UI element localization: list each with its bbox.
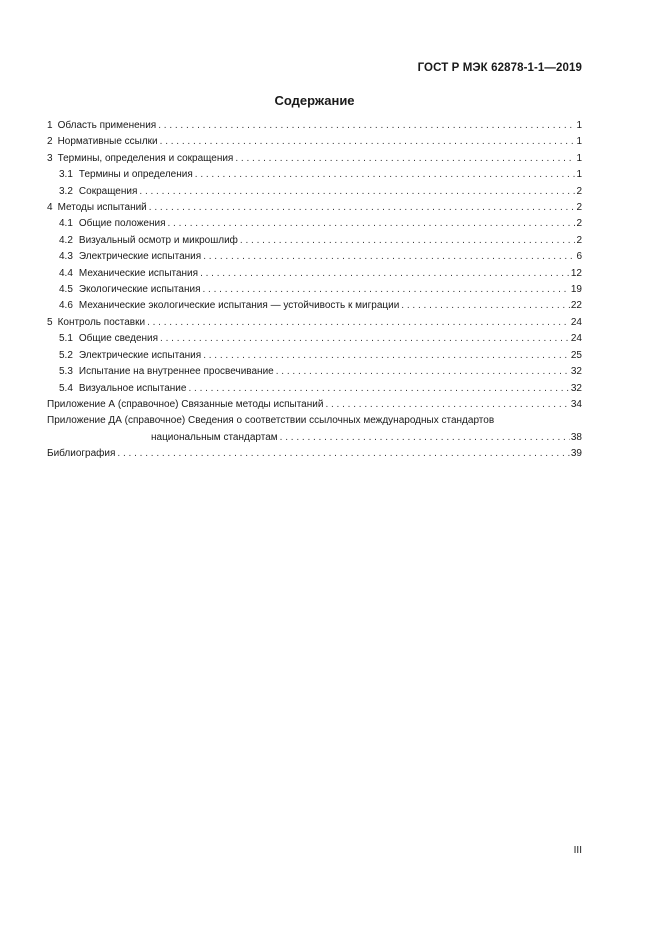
toc-entry-page: 2 [576, 218, 582, 230]
toc-entry[interactable] [47, 233, 582, 249]
dot-leader [195, 167, 576, 183]
toc-entry-number: 4.4 [59, 267, 73, 279]
toc-entry-title: Визуальный осмотр и микрошлиф [78, 234, 238, 246]
page-number: III [573, 845, 582, 856]
toc-entry-number: 1 [47, 120, 53, 131]
toc-entry-page: 34 [570, 398, 582, 410]
dot-leader [160, 134, 576, 150]
toc-entry-title: Методы испытаний [57, 202, 147, 214]
toc-entry[interactable] [47, 282, 582, 298]
toc-entry[interactable] [47, 200, 582, 216]
toc-entry-page: 2 [576, 234, 582, 246]
toc-entry-number: 5.1 [59, 333, 73, 345]
toc-entry-number: 4 [47, 202, 53, 214]
dot-leader [160, 331, 570, 347]
toc-entry-title: Сокращения [78, 185, 138, 197]
toc-entry-title: Электрические испытания [78, 349, 202, 361]
toc-entry[interactable] [47, 134, 582, 150]
toc-entry[interactable] [47, 331, 582, 347]
dot-leader [276, 364, 570, 380]
dot-leader [202, 282, 569, 298]
dot-leader [158, 118, 575, 134]
toc-entry-number: 5 [47, 316, 53, 328]
toc-entry-number: 3.1 [59, 169, 73, 181]
toc-entry-title: Механические испытания [78, 267, 199, 279]
toc-entry-page: 12 [570, 267, 582, 279]
toc-entry-number: 4.5 [59, 284, 73, 296]
toc-entry-title: Термины и определения [78, 169, 193, 181]
dot-leader [149, 200, 576, 216]
toc-entry-title: Термины, определения и сокращения [57, 152, 234, 164]
toc-entry-page: 1 [576, 136, 582, 148]
toc-entry-page: 24 [570, 333, 582, 345]
toc-entry-appendix-da[interactable] [47, 413, 582, 446]
dot-leader [168, 216, 576, 232]
toc-entry-number: 2 [47, 136, 53, 148]
toc-entry[interactable] [47, 348, 582, 364]
toc-entry-number: 4.6 [59, 300, 73, 312]
toc-entry[interactable] [47, 298, 582, 314]
toc-entry-number: 5.3 [59, 366, 73, 378]
table-of-contents [47, 118, 582, 463]
dot-leader [203, 348, 570, 364]
toc-entry-number: 4.1 [59, 218, 73, 230]
toc-entry-page: 32 [570, 366, 582, 378]
toc-entry-page: 19 [570, 284, 582, 296]
toc-entry[interactable] [47, 315, 582, 331]
toc-entry-title: Общие положения [78, 218, 166, 230]
toc-entry[interactable] [47, 381, 582, 397]
toc-entry-page: 1 [576, 120, 582, 131]
toc-entry-page: 1 [576, 169, 582, 181]
toc-entry-title: Общие сведения [78, 333, 159, 345]
toc-entry-number: 4.3 [59, 251, 73, 263]
toc-entry-page: 39 [570, 448, 582, 460]
toc-title: Содержание [274, 93, 355, 108]
dot-leader [240, 233, 576, 249]
toc-entry[interactable] [47, 167, 582, 183]
toc-entry-page: 38 [570, 431, 582, 443]
toc-entry-page: 2 [576, 185, 582, 197]
toc-entry[interactable] [47, 216, 582, 232]
toc-entry-title: Механические экологические испытания — устойчивость к миграции [78, 300, 400, 312]
toc-entry[interactable] [47, 249, 582, 265]
toc-entry-number: 5.4 [59, 382, 73, 394]
toc-entry-page: 2 [576, 202, 582, 214]
toc-entry[interactable] [47, 151, 582, 167]
dot-leader [117, 446, 569, 462]
toc-entry-page: 6 [576, 251, 582, 263]
dot-leader [188, 381, 569, 397]
toc-entry-appendix-a[interactable] [47, 397, 582, 413]
dot-leader [200, 266, 570, 282]
toc-entry-title: Область применения [57, 120, 157, 131]
toc-entry[interactable] [47, 266, 582, 282]
toc-entry-title: Нормативные ссылки [57, 136, 158, 148]
toc-entry-number: 3.2 [59, 185, 73, 197]
toc-entry-title-line2-row [47, 430, 582, 446]
toc-entry-page: 22 [570, 300, 582, 312]
dot-leader [235, 151, 575, 167]
toc-entry-title: Испытание на внутреннее просвечивание [78, 366, 274, 378]
document-code: ГОСТ Р МЭК 62878-1-1—2019 [417, 62, 582, 74]
toc-entry-title: Приложение А (справочное) Связанные методы испытаний [47, 398, 324, 410]
dot-leader [203, 249, 575, 265]
dot-leader [325, 397, 569, 413]
toc-entry-number: 5.2 [59, 349, 73, 361]
toc-entry-title-line2: национальным стандартам [151, 431, 278, 443]
toc-entry-page: 32 [570, 382, 582, 394]
toc-entry-number: 4.2 [59, 234, 73, 246]
dot-leader [147, 315, 570, 331]
dot-leader [280, 430, 570, 446]
toc-entry-page: 24 [570, 316, 582, 328]
toc-entry-bibliography[interactable] [47, 446, 582, 462]
toc-entry[interactable] [47, 364, 582, 380]
toc-entry-title: Электрические испытания [78, 251, 202, 263]
toc-entry-title-line1: Приложение ДА (справочное) Сведения о соответствии ссылочных международных стандартов [47, 415, 495, 427]
toc-entry-title: Библиография [47, 448, 116, 460]
toc-entry[interactable] [47, 184, 582, 200]
toc-entry-title: Визуальное испытание [78, 382, 187, 394]
toc-entry-title: Контроль поставки [57, 316, 146, 328]
toc-entry-title: Экологические испытания [78, 284, 201, 296]
dot-leader [401, 298, 570, 314]
toc-entry-page: 1 [576, 152, 582, 164]
toc-entry-page: 25 [570, 349, 582, 361]
toc-entry-number: 3 [47, 152, 53, 164]
dot-leader [139, 184, 575, 200]
toc-entry[interactable] [47, 118, 582, 134]
